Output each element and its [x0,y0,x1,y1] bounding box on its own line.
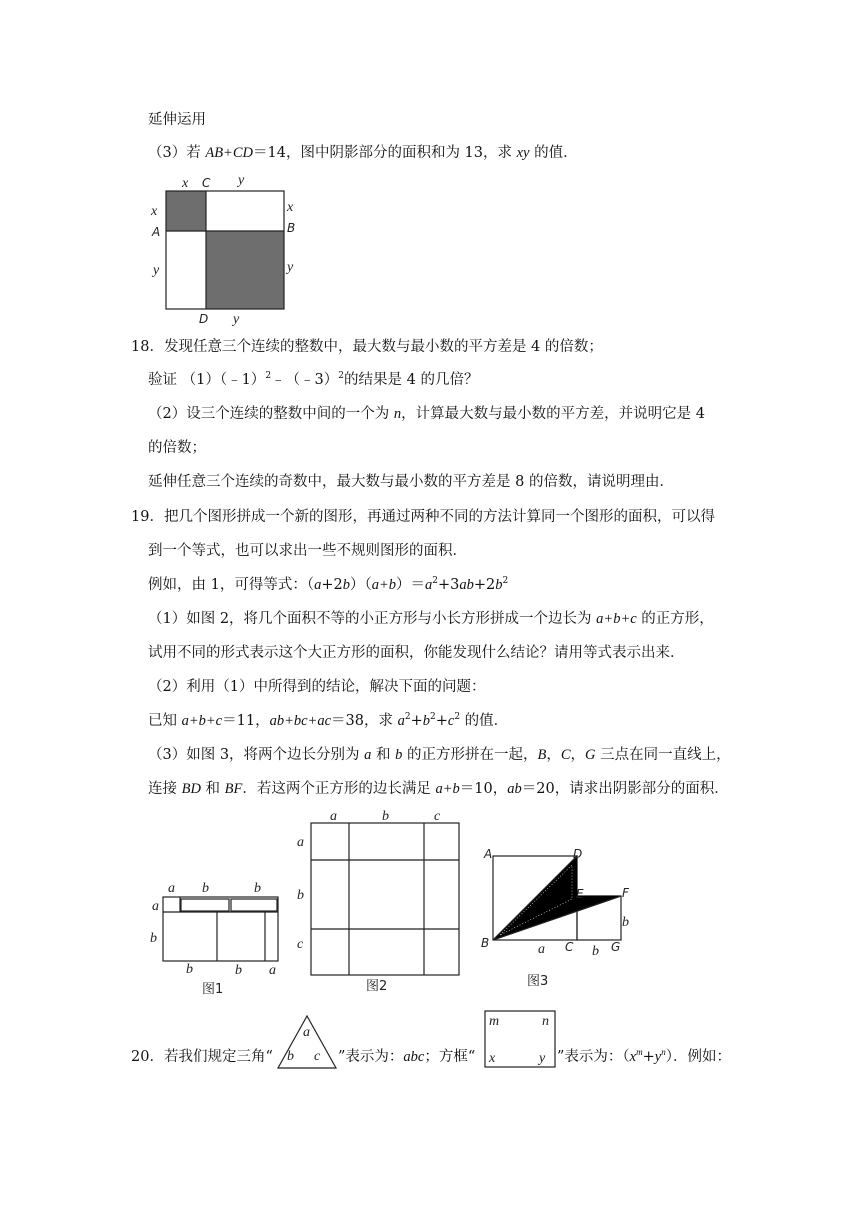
svg-text:a: a [330,809,337,824]
fig2-caption: 图2 [366,979,388,994]
label-x-top: x [182,176,189,191]
label-y-right: y [287,260,294,275]
svg-text:b: b [382,809,389,824]
svg-text:C: C [565,940,574,954]
q18-line5: 延伸任意三个连续的奇数中，最大数与最小数的平方差是 8 的倍数，请说明理由． [148,474,674,490]
q19-line5: 试用不同的形式表示这个大正方形的面积，你能发现什么结论？请用等式表示出来． [148,645,685,661]
svg-text:y: y [539,1051,546,1066]
q17-part3-text: （3）若 AB+CD＝14，图中阴影部分的面积和为 13，求 xy 的值． [148,145,578,161]
section-heading-extension: 延伸运用 [148,112,206,128]
fig1-caption: 图1 [202,982,224,997]
q18-line4: 的倍数； [148,440,206,456]
label-y-top: y [238,173,245,188]
svg-text:b: b [287,1049,294,1064]
label-D: D [199,312,209,326]
svg-text:b: b [235,963,242,978]
label-y-bottom: y [233,312,240,327]
svg-text:a: a [538,942,545,957]
q20-text-part3: ”表示为：$(x^m+y^n)$．例如： [557,1047,731,1065]
svg-text:b: b [150,931,157,946]
q19-line4: （1）如图 2，将几个面积不等的小正方形与小长方形拼成一个边长为 a+b+c 的正方形， [148,611,714,627]
q19-line9: 连接 BD 和 BF．若这两个正方形的边长满足 a+b＝10，ab＝20，请求出阴影部分的面积． [148,781,729,797]
svg-text:b: b [202,881,209,896]
svg-text:b: b [254,881,261,896]
svg-text:c: c [434,809,441,824]
svg-text:m: m [489,1014,500,1029]
q20-text-part1: 20．若我们规定三角“ [131,1049,273,1065]
svg-text:G: G [611,940,621,954]
q19-line3: 例如，由 1，可得等式：$(a+2b)(a+b)=a^2+3ab+2b^2$ [148,576,509,593]
q19-line2: 到一个等式，也可以求出一些不规则图形的面积． [148,543,467,559]
svg-text:b: b [592,944,599,959]
figure-3 [480,845,640,993]
label-y-left: y [153,263,160,278]
svg-text:a: a [269,963,276,978]
shaded-square-small [166,191,206,231]
svg-text:a: a [152,899,159,914]
q19-line1: 19．把几个图形拼成一个新的图形，再通过两种不同的方法计算同一个图形的面积，可以得 [131,509,715,525]
triangle-notation-figure [276,1012,338,1072]
svg-text:E: E [576,887,584,901]
q18-line1: 18．发现任意三个连续的整数中，最大数与最小数的平方差是 4 的倍数； [131,339,603,355]
svg-text:b: b [622,915,629,930]
svg-text:n: n [542,1014,549,1029]
svg-text:B: B [481,936,490,950]
label-x-right: x [287,200,294,215]
svg-text:x: x [489,1051,496,1066]
svg-text:c: c [297,937,304,952]
svg-text:b: b [186,962,193,977]
fig3-shaded-region [493,856,621,940]
label-C: C [202,176,211,190]
svg-text:D: D [573,847,583,861]
q18-line3: （2）设三个连续的整数中间的一个为 n，计算最大数与最小数的平方差，并说明它是 4 [148,406,705,422]
q19-line6: （2）利用（1）中所得到的结论，解决下面的问题： [148,679,486,695]
fig3-caption: 图3 [527,974,549,989]
shaded-square-large [206,231,284,309]
q19-line8: （3）如图 3，将两个边长分别为 a 和 b 的正方形拼在一起，B，C，G 三点在同一直线上， [148,747,731,763]
q20-text-part2: ”表示为：abc；方框“ [338,1049,476,1065]
q19-line7: 已知 a+b+c＝11，ab+bc+ac＝38，求 $a^2+b^2+c^2$ 的值． [148,712,509,729]
svg-text:a: a [168,881,175,896]
figure-2 [292,808,472,993]
svg-text:a: a [303,1025,310,1040]
label-B: B [287,221,296,235]
q17-figure [140,170,300,330]
svg-text:a: a [297,835,304,850]
svg-text:b: b [297,888,304,903]
q18-line2: 验证 （1）（﹣1）$^2$﹣（﹣3）$^2$的结果是 4 的几倍？ [148,371,479,388]
svg-text:F: F [622,886,629,900]
label-A: A [152,225,161,239]
svg-text:A: A [484,847,493,861]
box-notation-figure [484,1010,556,1070]
svg-text:c: c [314,1049,321,1064]
label-x-left: x [151,204,158,219]
figure-1 [145,878,295,998]
fig2-outer [311,823,459,975]
